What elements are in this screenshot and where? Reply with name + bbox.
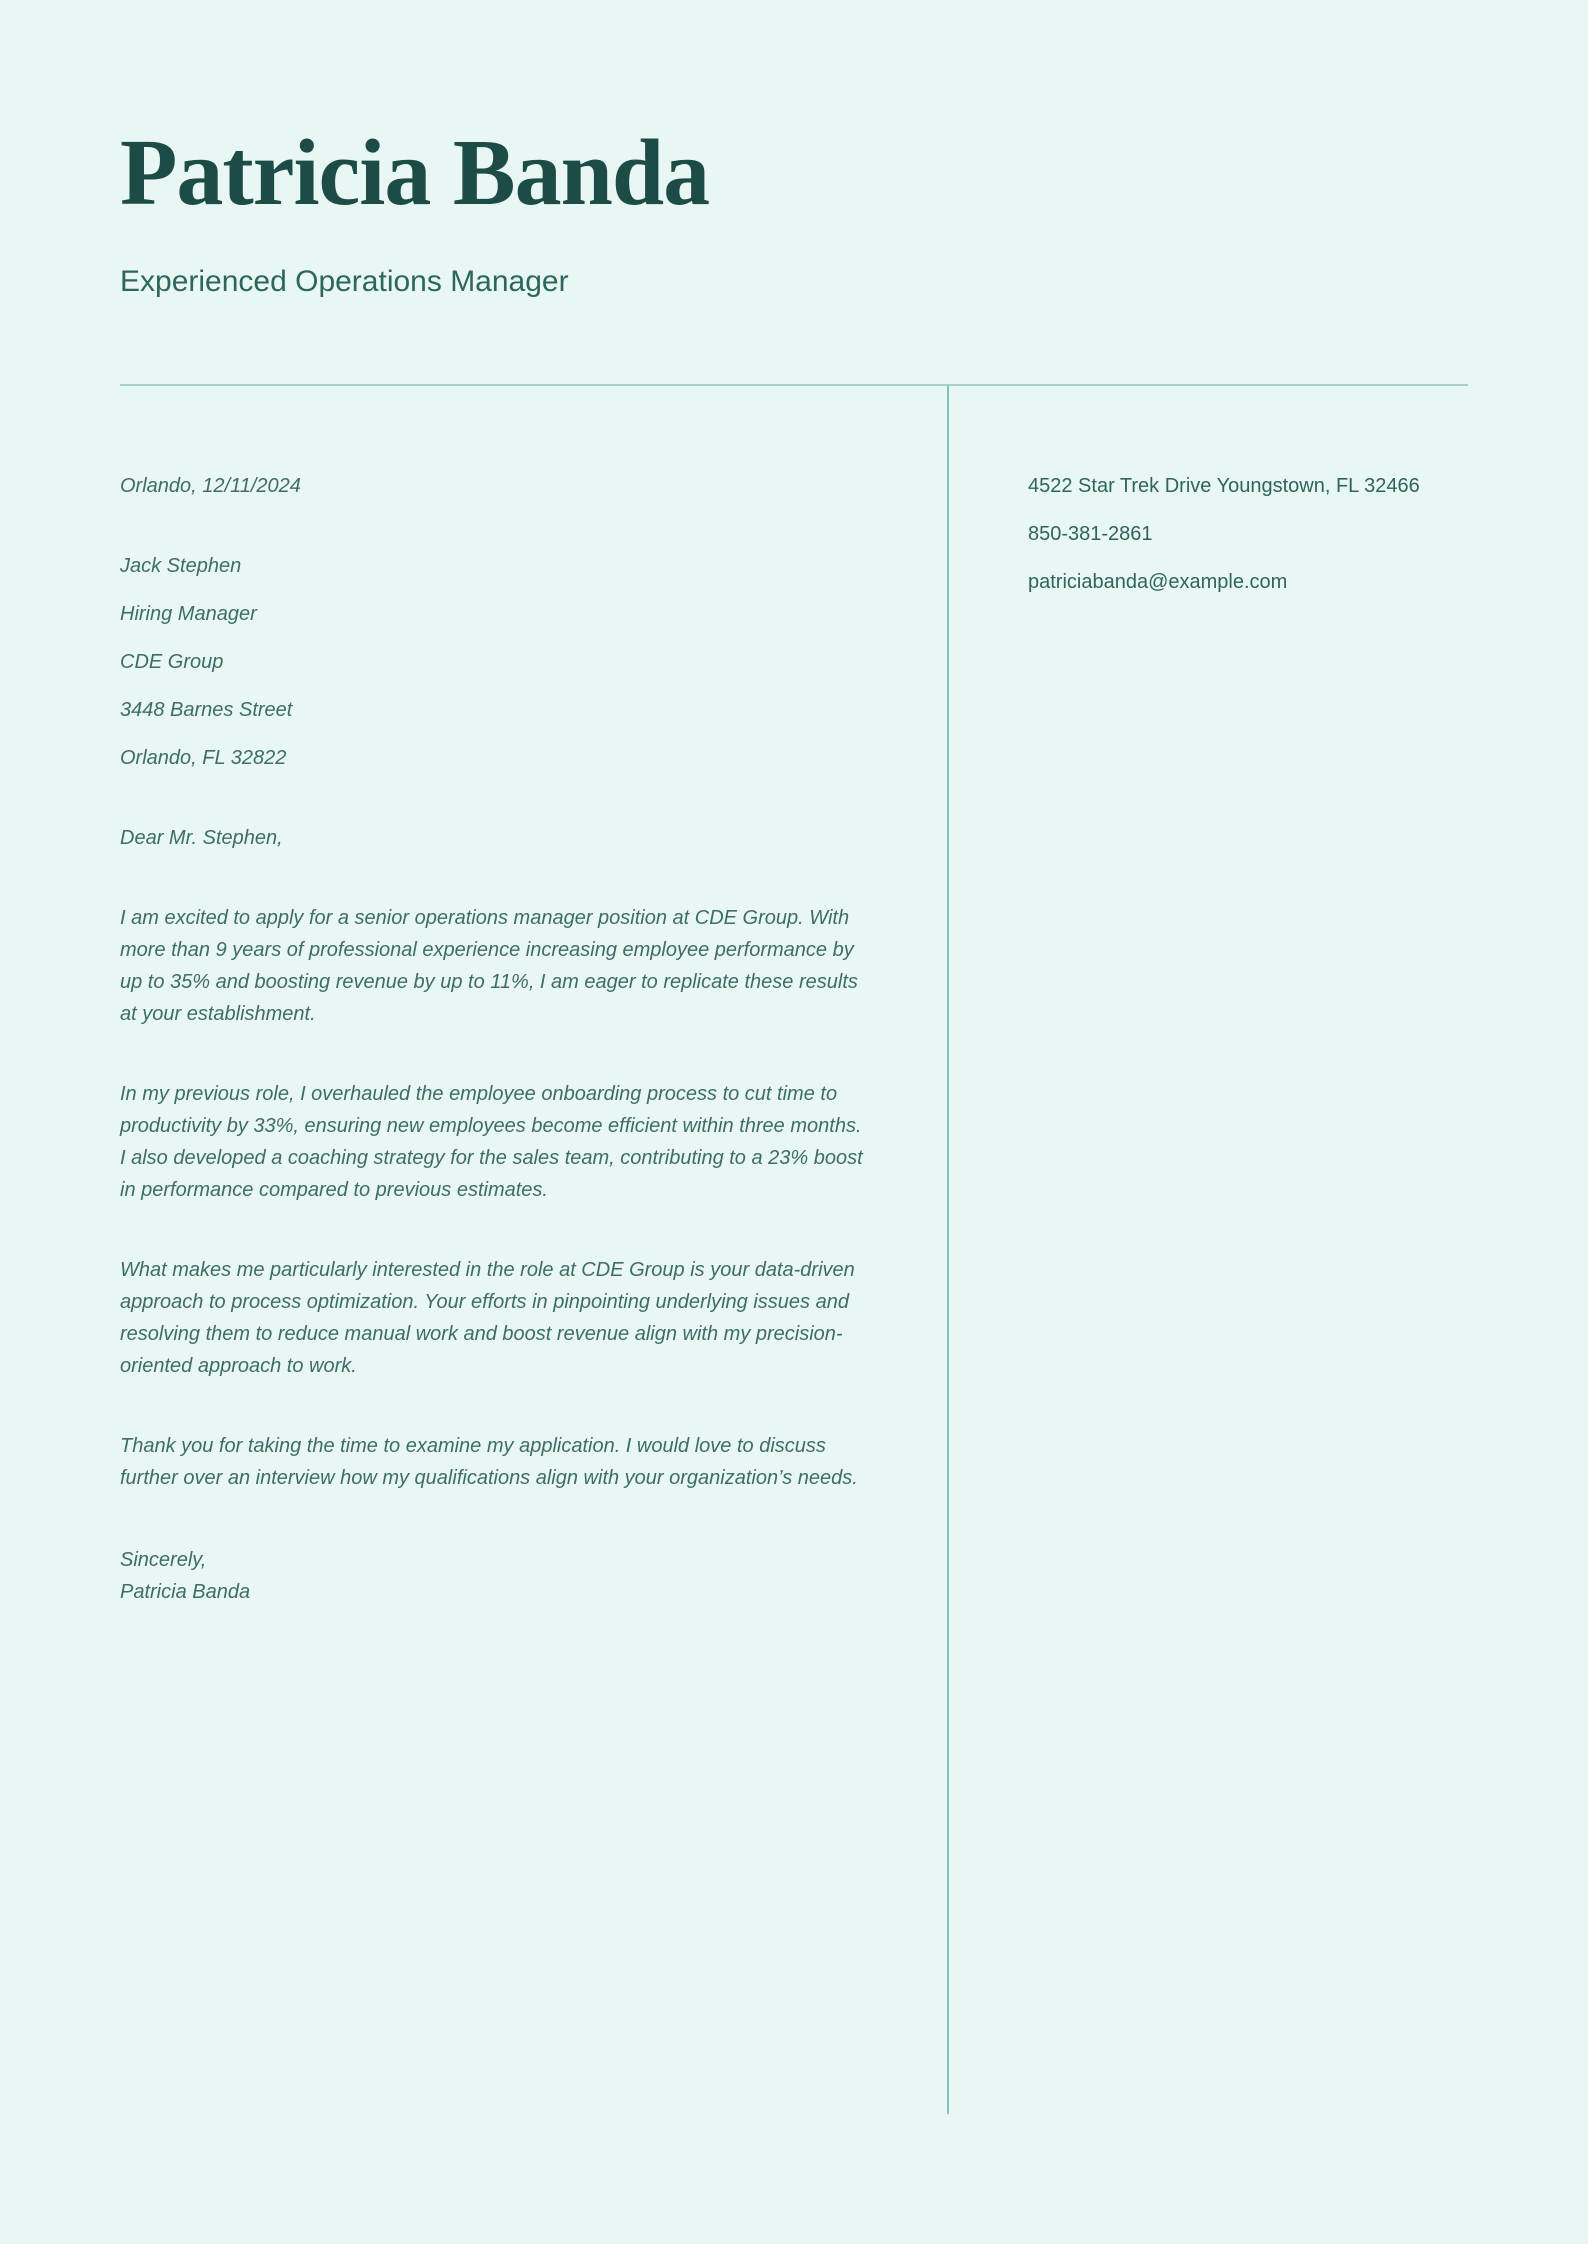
recipient-name: Jack Stephen — [120, 555, 242, 577]
applicant-job-title: Experienced Operations Manager — [120, 265, 569, 298]
recipient-company: CDE Group — [120, 651, 224, 673]
salutation: Dear Mr. Stephen, — [120, 827, 283, 849]
body-paragraph-4: Thank you for taking the time to examine my application. I would love to discuss further over an interview how my qualifications align with your organization’s needs. — [120, 1435, 858, 1489]
signature-block — [120, 1544, 865, 1608]
body-paragraph-2: In my previous role, I overhauled the employee onboarding process to cut time to productivity by 33%, ensuring new employees become efficient within three months. I also developed a coaching strategy for the sales team, contributing to a 23% boost in performance compared to previous estimates. — [120, 1083, 863, 1201]
contact-column — [949, 386, 1468, 2114]
recipient-block — [120, 550, 865, 774]
date-line: Orlando, 12/11/2024 — [120, 475, 301, 497]
recipient-city: Orlando, FL 32822 — [120, 747, 287, 769]
body-paragraph-1: I am excited to apply for a senior operations manager position at CDE Group. With more than 9 years of professional experience increasing employee performance by up to 35% and boosting revenue by up to 11%, I am eager to replicate these results at your establishment. — [120, 907, 858, 1025]
closing-line: Sincerely, — [120, 1549, 207, 1571]
recipient-role: Hiring Manager — [120, 603, 257, 625]
body-paragraph-3: What makes me particularly interested in the role at CDE Group is your data-driven approach to process optimization. Your efforts in pinpointing underlying issues and resolving them to reduce manual work and boost revenue align with my precision-oriented approach to work. — [120, 1259, 855, 1377]
contact-email: patriciabanda@example.com — [1028, 571, 1288, 593]
content-columns — [120, 386, 1468, 2114]
signature-name: Patricia Banda — [120, 1581, 251, 1603]
contact-address: 4522 Star Trek Drive Youngstown, FL 32466 — [1028, 475, 1420, 497]
recipient-street: 3448 Barnes Street — [120, 699, 293, 721]
letter-header — [0, 0, 1588, 300]
contact-phone: 850-381-2861 — [1028, 523, 1153, 545]
applicant-name: Patricia Banda — [120, 121, 710, 225]
letter-body-column — [120, 386, 865, 2114]
